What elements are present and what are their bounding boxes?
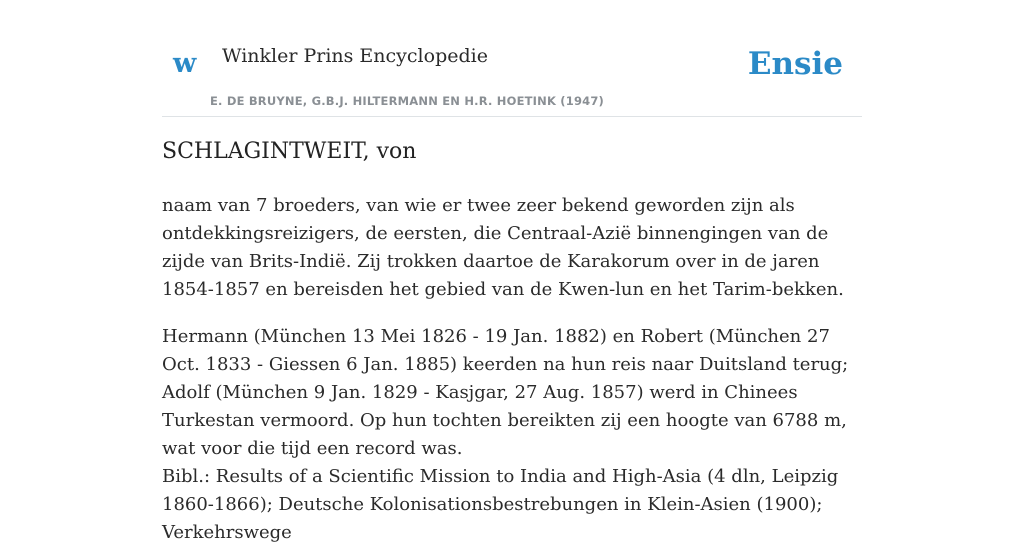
source-logo[interactable]: w	[173, 48, 197, 79]
source-title[interactable]: Winkler Prins Encyclopedie	[222, 45, 488, 67]
source-header	[162, 0, 862, 117]
article-paragraph: naam van 7 broeders, van wie er twee zeer bekend geworden zijn als ontdekkingsreizigers, de eersten, die Centraal-Azië binnengingen van de zijde van Brits-Indië. Zij trokken daartoe de Karakorum over in de jaren 1854-1857 en bereisden het gebied van de Kwen-lun en het Tarim-bekken.	[162, 195, 844, 300]
article-bibliography: Bibl.: Results of a Scientific Mission to India and High-Asia (4 dln, Leipzig 1860-1866); Deutsche Kolonisationsbestrebungen in Klein-Asien (1900); Verkehrswege	[162, 466, 839, 543]
article-paragraph: Hermann (München 13 Mei 1826 - 19 Jan. 1882) en Robert (München 27 Oct. 1833 - Giessen 6 Jan. 1885) keerden na hun reis naar Duitsland terug; Adolf (München 9 Jan. 1829 - Kasjgar, 27 Aug. 1857) werd in Chinees Turkestan vermoord. Op hun tochten bereikten zij een hoogte van 6788 m, wat voor die tijd een record was.	[162, 326, 849, 459]
source-authors: E. DE BRUYNE, G.B.J. HILTERMANN EN H.R. HOETINK (1947)	[210, 94, 605, 108]
brand-logo[interactable]: Ensie	[747, 46, 843, 82]
article-title: SCHLAGINTWEIT, von	[162, 139, 417, 164]
